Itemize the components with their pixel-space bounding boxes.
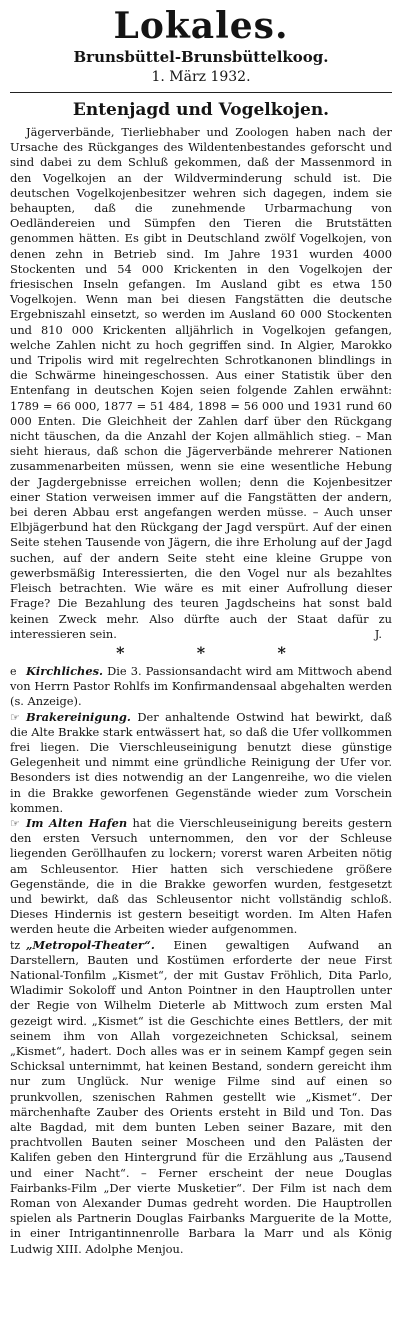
news-item-alter-hafen [10,816,392,938]
divider-rule [10,92,392,93]
item-lead: Brakereinigung. [26,709,131,724]
item-marker: tz [10,938,21,952]
item-marker: e [10,664,17,678]
article-signature: J. [374,626,382,641]
article-title: Entenjagd und Vogelkojen. [72,100,330,120]
separator-star: * [277,642,286,662]
article-paragraph-text: Jägerverbände, Tierliebhaber und Zoologen haben nach der Ursache des Rückganges des Wildentenbestandes geforscht und sind dabei zu dem Schluß gekommen, daß der Massenmord in den Vogelkojen an der Wildverminderung schuld ist. Die deutschen Vogelkojenbesitzer wehren sich dagegen, indem sie behaupten, daß die zunehmende Urbarmachung von Oedländereien und Sümpfen den Tieren die Brutstätten genommen hätten. Es gibt in Deutschland zwölf Vogelkojen, von denen zehn in Betrieb sind. Im Jahre 1931 wurden 4000 Stockenten und 54 000 Krickenten in den Vogelkojen der friesischen Inseln gefangen. Im Ausland gibt es etwa 150 Vogelkojen. Wenn man bei diesen Fangstätten die deutsche Ergebniszahl einsetzt, so werden im Ausland 60 000 Stockenten und 810 000 Krickenten alljährlich in Vogelkojen gefangen, welche Zahlen nicht zu hoch gegriffen sind. In Algier, Marokko und Tripolis wird mit regelrechten Schrotkanonen blindlings in die Schwärme hineingeschossen. Aus einer Statistik über den Entenfang in deutschen Kojen seien folgende Zahlen erwähnt: 1789 = 66 000, 1877 = 51 484, 1898 = 56 000 und 1931 rund 60 000 Enten. Die Gleichheit der Zahlen darf über den Rückgang nicht täuschen, da die Anzahl der Kojen allmählich stieg. – Man sieht hieraus, daß schon die Jägerverbände mehrerer Nationen zusammenarbeiten müssen, wenn sie eine wesentliche Hebung der Jagdergebnisse erreichen wollen; denn die Kojenbesitzer einer Station verweisen immer auf die Fangstätten der andern, bei deren Abbau erst angefangen werden müsse. – Auch unser Elbjägerbund hat den Rückgang der Jagd verspürt. Auf der einen Seite stehen Tausende von Jägern, die ihre Erholung auf der Jagd suchen, auf der andern Seite steht eine kleine Gruppe von gewerbsmäßig Interessierten, die den Vogel nur als bezahltes Fleisch betrachten. Wie wäre es mit einer Aufrollung dieser Frage? Die Bezahlung des teuren Jagdscheins hat sonst bald keinen Zweck mehr. Also dürfte auch der Staat dafür zu interessieren sein. [10,125,392,641]
item-lead: Kirchliches. [26,663,103,678]
article [10,99,392,642]
pointing-hand-icon: ☞ [10,710,20,724]
locality-subhead: Brunsbüttel-Brunsbüttelkoog. [73,48,329,66]
section-masthead: Lokales. [113,5,289,47]
item-text: Der anhaltende Ostwind hat bewirkt, daß die Alte Brakke stark entwässert hat, so daß die Ufer vollkommen frei liegen. Die Vierschleuseinigung benutzt diese günstige Gelegenheit und nimmt eine gründliche Reinigung der Ufer vor. Besonders ist dies notwendig an der Langenreihe, wo die vielen in die Brakke geworfenen Gegenstände wieder zum Vorschein kommen. [10,709,392,815]
article-paragraph [10,125,392,642]
pointing-hand-icon: ☞ [10,816,20,830]
news-item-kirchliches [10,664,392,710]
news-item-metropol-theater [10,938,392,1257]
separator-star: * [196,642,206,662]
separator-star: * [116,642,125,662]
item-text: Einen gewaltigen Aufwand an Darstellern, Bauten und Kostümen erforderte der neue First National-Tonfilm „Kismet“, der mit Gustav Fröhlich, Dita Parlo, Wladimir Sokoloff und Anton Pointner in den Hauptrollen unter der Regie von Wilhelm Dieterle ab Mittwoch zum ersten Mal gezeigt wird. „Kismet“ ist die Geschichte eines Bettlers, der mit seinem ihm von Allah vorgezeichneten Schicksal, seinem „Kismet“, hadert. Doch alles was er in seinem Kampf gegen sein Schicksal unternimmt, hat keinen Bestand, sondern gereicht ihm nur zum Unglück. Nur wenige Filme sind auf einen so prunkvollen, szenischen Rahmen gestellt wie „Kismet“. Der märchenhafte Zauber des Orients ersteht in Bild und Ton. Das alte Bagdad, mit dem bunten Leben seiner Bazare, mit den prachtvollen Bauten seiner Moscheen und den Palästen der Kalifen geben den Hintergrund für die Erzählung aus „Tausend und einer Nacht“. – Ferner erscheint der neue Douglas Fairbanks-Film „Der vierte Musketier“. Der Film ist nach dem Roman von Alexander Dumas gedreht worden. Die Hauptrollen spielen als Partnerin Douglas Fairbanks Marguerite de la Motte, in einer Intrigantinnenrolle Barbara la Marr und als König Ludwig XIII. Adolphe Menjou. [10,937,392,1256]
dateline: 1. März 1932. [151,69,251,85]
section-separator [10,642,392,662]
news-item-brakereinigung [10,710,392,816]
item-lead: Im Alten Hafen [26,815,128,830]
item-text: hat die Vierschleuseinigung bereits gestern den ersten Versuch unternommen, den vor der Schleuse liegenden Geröllhaufen zu lockern; vorerst waren Arbeiten nötig am Schleusentor. Hier hatten sich verschiedene größere Gegenstände, die in die Brakke geworfen wurden, festgesetzt und bewirkt, daß das Schleusentor nicht vollständig schloß. Dieses Hindernis ist gestern beseitigt worden. Im Alten Hafen werden heute die Arbeiten wieder aufgenommen. [10,815,392,937]
item-text: Die 3. Passionsandacht wird am Mittwoch abend von Herrn Pastor Rohlfs im Konfirmandensaal abgehalten werden (s. Anzeige). [10,663,392,709]
news-items [10,664,392,1257]
item-lead: „Metropol-Theater“. [26,937,155,952]
